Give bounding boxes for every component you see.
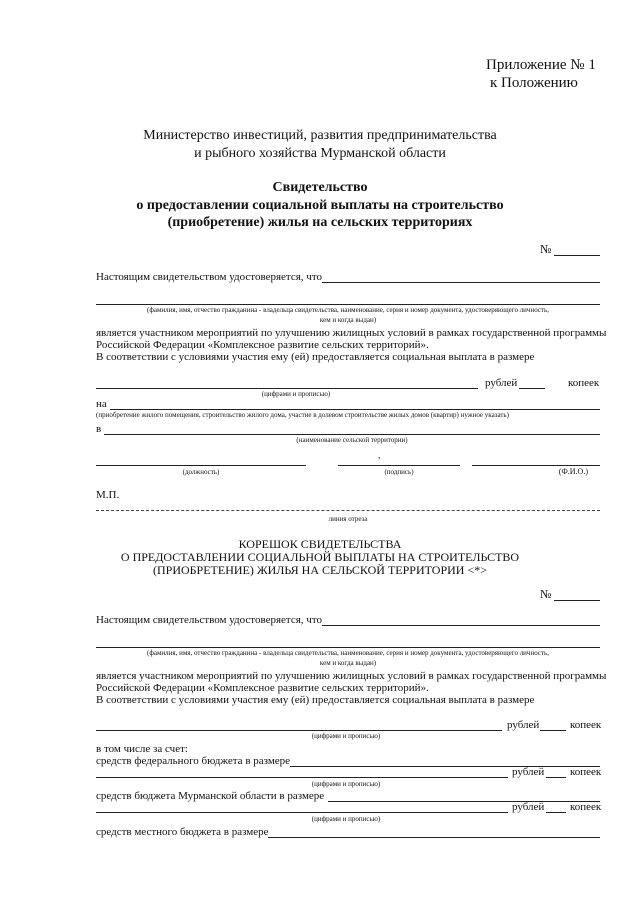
stub-title-3: (ПРИОБРЕТЕНИЕ) ЖИЛЬЯ НА СЕЛЬСКОЙ ТЕРРИТОРИИ <*> [152, 563, 488, 577]
federal-label: средств федерального бюджета в размере [96, 755, 291, 767]
stub-participant-line-2: Российской Федерации «Комплексное развитие сельских территорий». [96, 682, 429, 694]
cut-line [96, 510, 600, 511]
federal-field-1[interactable] [290, 766, 600, 767]
purpose-field[interactable] [110, 409, 600, 410]
local-field[interactable] [268, 837, 600, 838]
kopecks-field[interactable] [519, 388, 545, 389]
stub-title-1: КОРЕШОК СВИДЕТЕЛЬСТВА [238, 537, 402, 551]
purpose-hint: (приобретение жилого помещения, строительство жилого дома, участие в долевом строительстве жилых домов (квартир) нужное указать) [96, 411, 509, 419]
territory-field[interactable] [104, 434, 600, 435]
holder-hint-1: (фамилия, имя, отчество гражданина - владельца свидетельства, наименование, серия и номер документа, удостоверяющего личность, [147, 306, 549, 314]
stub-amount-hint: (цифрами и прописью) [311, 732, 381, 740]
regional-rubles-label: рублей [512, 801, 545, 813]
federal-kopecks-field[interactable] [546, 777, 566, 778]
territory-label: в [96, 423, 102, 435]
ministry-line-2: и рыбного хозяйства Мурманской области [194, 146, 446, 161]
tick-mark: , [378, 450, 381, 460]
regional-kopecks-field[interactable] [546, 812, 566, 813]
federal-rubles-label: рублей [512, 766, 545, 778]
stub-holder-hint-2: кем и когда выдан) [319, 659, 377, 667]
territory-hint: (наименование сельской территории) [296, 436, 408, 444]
holder-field-2[interactable] [96, 304, 600, 305]
stub-including: в том числе за счет: [96, 743, 188, 755]
signature-field[interactable] [338, 465, 460, 466]
name-field[interactable] [472, 465, 600, 466]
regional-hint: (цифрами и прописью) [311, 815, 381, 823]
federal-kopecks-label: копеек [570, 766, 602, 778]
kopecks-label: копеек [568, 377, 600, 389]
participant-line-1: является участником мероприятий по улучшению жилищных условий в рамках государственной программы [96, 327, 607, 339]
stub-number-field[interactable] [554, 600, 600, 601]
certificate-number-label: № [540, 242, 552, 256]
federal-field-2[interactable] [96, 777, 508, 778]
amount-field[interactable] [96, 388, 478, 389]
certificate-subtitle-1: о предоставлении социальной выплаты на строительство [136, 198, 504, 213]
stamp-label: М.П. [96, 489, 120, 501]
stub-certify-text: Настоящим свидетельством удостоверяется, что [96, 614, 322, 626]
stub-number-label: № [540, 587, 552, 601]
stub-holder-field-2[interactable] [96, 647, 600, 648]
local-label: средств местного бюджета в размере [96, 826, 269, 838]
appendix-reference: к Положению [490, 75, 578, 91]
stub-payment-text: В соответствии с условиями участия ему (ей) предоставляется социальная выплата в размере [96, 694, 535, 706]
stub-amount-field[interactable] [96, 730, 502, 731]
cut-line-label: линия отреза [328, 515, 368, 523]
stub-rubles-label: рублей [507, 719, 540, 731]
signature-hint: (подпись) [384, 468, 414, 476]
payment-text: В соответствии с условиями участия ему (ей) предоставляется социальная выплата в размере [96, 351, 535, 363]
stub-holder-field-1[interactable] [322, 625, 600, 626]
position-field[interactable] [96, 465, 306, 466]
purpose-label: на [96, 398, 107, 410]
stub-kopecks-label: копеек [570, 719, 602, 731]
position-hint: (должность) [182, 468, 220, 476]
regional-kopecks-label: копеек [570, 801, 602, 813]
regional-label: средств бюджета Мурманской области в размере [96, 790, 325, 802]
certificate-title: Свидетельство [272, 180, 368, 195]
regional-field-2[interactable] [96, 812, 508, 813]
holder-hint-2: кем и когда выдан) [319, 316, 377, 324]
stub-kopecks-field[interactable] [540, 730, 566, 731]
ministry-line-1: Министерство инвестиций, развития предпринимательства [143, 128, 497, 143]
stub-holder-hint-1: (фамилия, имя, отчество гражданина - владельца свидетельства, наименование, серия и номер документа, удостоверяющего личность, [147, 649, 549, 657]
certificate-subtitle-2: (приобретение) жилья на сельских территориях [167, 215, 473, 230]
fio-hint: (Ф.И.О.) [558, 467, 588, 476]
rubles-label: рублей [485, 377, 518, 389]
amount-hint: (цифрами и прописью) [261, 390, 331, 398]
appendix-number: Приложение № 1 [486, 57, 596, 73]
holder-field-1[interactable] [322, 282, 600, 283]
federal-hint: (цифрами и прописью) [311, 780, 381, 788]
regional-field-1[interactable] [328, 801, 600, 802]
stub-title-2: О ПРЕДОСТАВЛЕНИИ СОЦИАЛЬНОЙ ВЫПЛАТЫ НА СТРОИТЕЛЬСТВО [120, 550, 520, 564]
certificate-number-field[interactable] [554, 255, 600, 256]
stub-participant-line-1: является участником мероприятий по улучшению жилищных условий в рамках государственной программы [96, 670, 607, 682]
participant-line-2: Российской Федерации «Комплексное развитие сельских территорий». [96, 339, 429, 351]
certify-text: Настоящим свидетельством удостоверяется, что [96, 271, 322, 283]
